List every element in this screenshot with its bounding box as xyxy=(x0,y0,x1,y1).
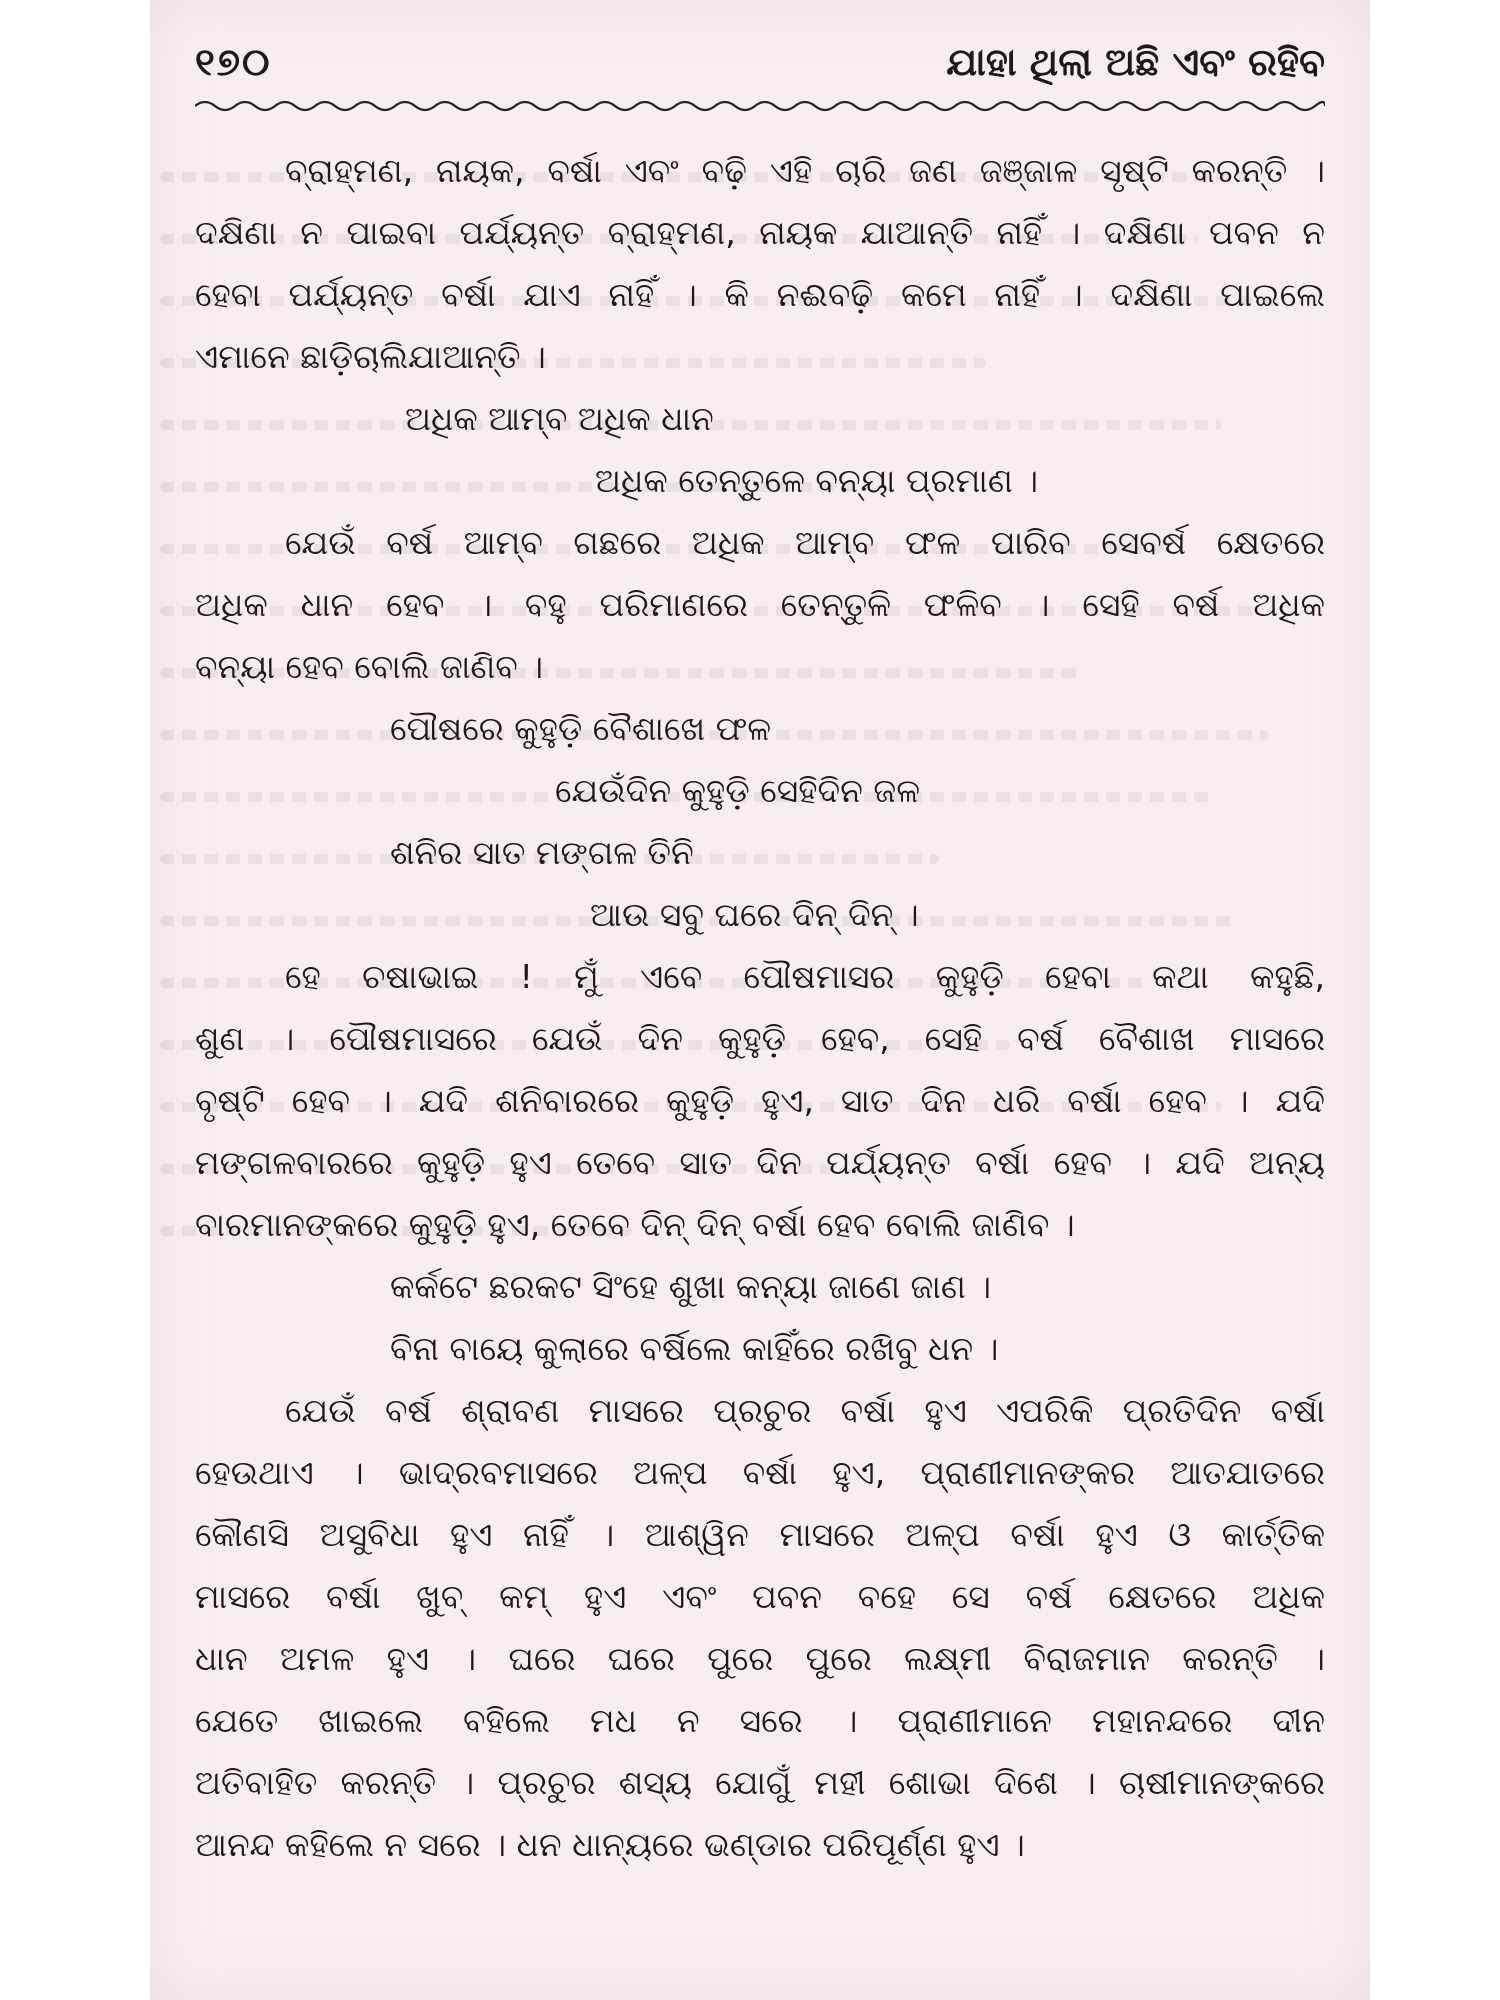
text-line: ଶୁଣ । ପୌଷମାସରେ ଯେଉଁ ଦିନ କୁହୁଡ଼ି ହେବ, ସେହି ବର୍ଷ ବୈଶାଖ ମାସରେ xyxy=(195,1019,1325,1058)
text-line: ବ୍ରାହ୍ମଣ, ନାୟକ, ବର୍ଷା ଏବଂ ବଢ଼ି ଏହି ଚାରି ଜଣ ଜଞ୍ଜାଳ ସୃଷ୍ଟି କରନ୍ତି । xyxy=(285,151,1325,190)
text-line: ଯେଉଁ ବର୍ଷ ଆମ୍ବ ଗଛରେ ଅଧିକ ଆମ୍ବ ଫଳ ପାରିବ ସେବର୍ଷ କ୍ଷେତରେ xyxy=(285,523,1325,562)
body-text xyxy=(195,140,1325,1876)
verse-line: ବିନା ବାୟେ କୁଲାରେ ବର୍ଷିଲେ କାହିଁରେ ରଖିବୁ ଧନ । xyxy=(390,1329,999,1368)
verse-line: ଯେଉଁଦିନ କୁହୁଡ଼ି ସେହିଦିନ ଜଳ xyxy=(555,771,921,810)
verse-line: ଶନିର ସାତ ମଙ୍ଗଳ ତିନି xyxy=(390,833,694,872)
text-line: ବାରମାନଙ୍କରେ କୁହୁଡ଼ି ହୁଏ, ତେବେ ଦିନ୍ ଦିନ୍ ବର୍ଷା ହେବ ବୋଲି ଜାଣିବ । xyxy=(195,1205,1075,1244)
verse-line: ଅଧିକ ଆମ୍ବ ଅଧିକ ଧାନ xyxy=(405,399,714,438)
wavy-header-rule xyxy=(195,96,1325,116)
text-line: ଆନନ୍ଦ କହିଲେ ନ ସରେ । ଧନ ଧାନ୍ୟରେ ଭଣ୍ଡାର ପରିପୂର୍ଣ୍ଣ ହୁଏ । xyxy=(195,1825,1025,1864)
text-line: ମଙ୍ଗଳବାରରେ କୁହୁଡ଼ି ହୁଏ ତେବେ ସାତ ଦିନ ପର୍ଯ୍ୟନ୍ତ ବର୍ଷା ହେବ । ଯଦି ଅନ୍ୟ xyxy=(195,1143,1325,1182)
text-line: ଦକ୍ଷିଣା ନ ପାଇବା ପର୍ଯ୍ୟନ୍ତ ବ୍ରାହ୍ମଣ, ନାୟକ ଯାଆନ୍ତି ନାହିଁ । ଦକ୍ଷିଣା ପବନ ନ xyxy=(195,213,1325,252)
text-line: ହେ ଚଷାଭାଇ ! ମୁଁ ଏବେ ପୌଷମାସର କୁହୁଡ଼ି ହେବା କଥା କହୁଛି, xyxy=(285,957,1325,996)
running-title: ଯାହା ଥିଲା ଅଛି ଏବଂ ରହିବ xyxy=(946,40,1325,84)
text-line: ଯେଉଁ ବର୍ଷ ଶ୍ରାବଣ ମାସରେ ପ୍ରଚୁର ବର୍ଷା ହୁଏ ଏପରିକି ପ୍ରତିଦିନ ବର୍ଷା xyxy=(285,1391,1325,1430)
text-line: ଧାନ ଅମଳ ହୁଏ । ଘରେ ଘରେ ପୁରେ ପୁରେ ଲକ୍ଷ୍ମୀ ବିରାଜମାନ କରନ୍ତି । xyxy=(195,1639,1325,1678)
text-line: କୌଣସି ଅସୁବିଧା ହୁଏ ନାହିଁ । ଆଶ୍ୱିନ ମାସରେ ଅଳ୍ପ ବର୍ଷା ହୁଏ ଓ କାର୍ତ୍ତିକ xyxy=(195,1515,1325,1554)
page-number: ୧୭୦ xyxy=(195,40,272,84)
text-line: ବୃଷ୍ଟି ହେବ । ଯଦି ଶନିବାରରେ କୁହୁଡ଼ି ହୁଏ, ସାତ ଦିନ ଧରି ବର୍ଷା ହେବ । ଯଦି xyxy=(195,1081,1325,1120)
text-line: ବନ୍ୟା ହେବ ବୋଲି ଜାଣିବ । xyxy=(195,647,544,686)
text-line: ଯେତେ ଖାଇଲେ ବହିଲେ ମଧ ନ ସରେ । ପ୍ରାଣୀମାନେ ମହାନନ୍ଦରେ ଦୀନ xyxy=(195,1701,1325,1740)
verse-line: ଆଉ ସବୁ ଘରେ ଦିନ୍ ଦିନ୍ । xyxy=(590,895,919,934)
page-header xyxy=(195,40,1325,110)
text-line: ଅତିବାହିତ କରନ୍ତି । ପ୍ରଚୁର ଶସ୍ୟ ଯୋଗୁଁ ମହୀ ଶୋଭା ଦିଶେ । ଚାଷୀମାନଙ୍କରେ xyxy=(195,1763,1325,1802)
book-page xyxy=(150,0,1370,2000)
verse-line: ଅଧିକ ତେନ୍ତୁଳେ ବନ୍ୟା ପ୍ରମାଣ । xyxy=(595,461,1039,500)
text-line: ଅଧିକ ଧାନ ହେବ । ବହୁ ପରିମାଣରେ ତେନ୍ତୁଳି ଫଳିବ । ସେହି ବର୍ଷ ଅଧିକ xyxy=(195,585,1325,624)
text-line: ହେବା ପର୍ଯ୍ୟନ୍ତ ବର୍ଷା ଯାଏ ନାହିଁ । କି ନଈବଢ଼ି କମେ ନାହିଁ । ଦକ୍ଷିଣା ପାଇଲେ xyxy=(195,275,1325,314)
text-line: ହେଉଥାଏ । ଭାଦ୍ରବମାସରେ ଅଳ୍ପ ବର୍ଷା ହୁଏ, ପ୍ରାଣୀମାନଙ୍କର ଆତଯାତରେ xyxy=(195,1453,1325,1492)
verse-line: କର୍କଟେ ଛରକଟ ସିଂହେ ଶୁଖା କନ୍ୟା ଜାଣେ ଜାଣ । xyxy=(390,1267,992,1306)
page-content xyxy=(195,40,1325,1864)
text-line: ଏମାନେ ଛାଡ଼ିଚାଲିଯାଆନ୍ତି । xyxy=(195,337,546,376)
verse-line: ପୌଷରେ କୁହୁଡ଼ି ବୈଶାଖେ ଫଳ xyxy=(390,709,772,748)
text-line: ମାସରେ ବର୍ଷା ଖୁବ୍ କମ୍ ହୁଏ ଏବଂ ପବନ ବହେ ସେ ବର୍ଷ କ୍ଷେତରେ ଅଧିକ xyxy=(195,1577,1325,1616)
